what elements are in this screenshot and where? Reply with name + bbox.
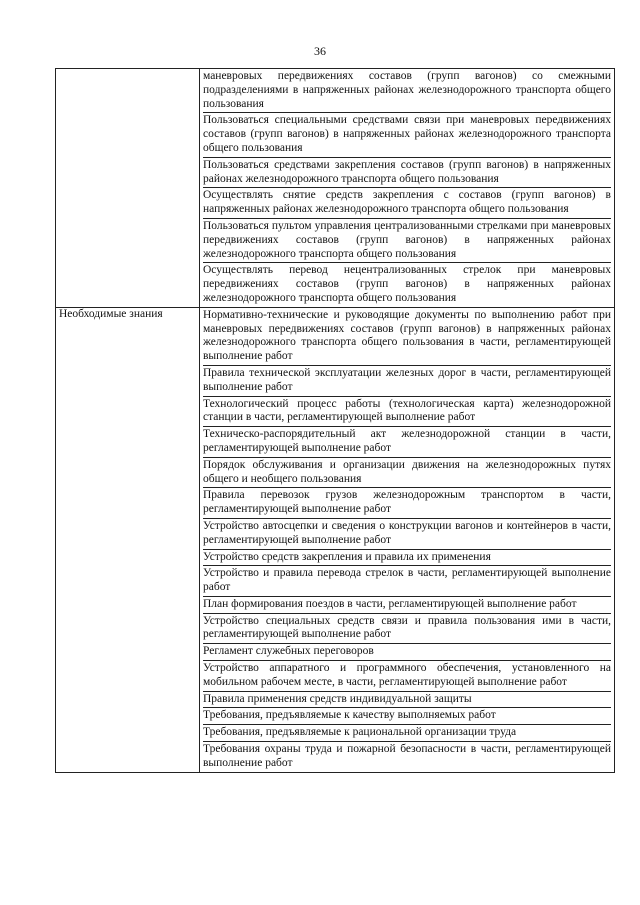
requirement-item: Требования, предъявляемые к качеству выполняемых работ bbox=[203, 708, 611, 725]
requirement-item: Устройство средств закрепления и правила их применения bbox=[203, 550, 611, 567]
row-content-cell bbox=[200, 69, 615, 308]
requirement-item: План формирования поездов в части, регламентирующей выполнение работ bbox=[203, 597, 611, 614]
requirement-item: Правила перевозок грузов железнодорожным транспортом в части, регламентирующей выполнение работ bbox=[203, 488, 611, 519]
requirement-item: Техническо-распорядительный акт железнодорожной станции в части, регламентирующей выполнение работ bbox=[203, 427, 611, 458]
requirement-item: маневровых передвижениях составов (групп вагонов) со смежными подразделениями в напряженных районах железнодорожного транспорта общего пользования bbox=[203, 69, 611, 113]
row-content-cell bbox=[200, 307, 615, 772]
requirement-item: Устройство аппаратного и программного обеспечения, установленного на мобильном рабочем месте, в части, регламентирующей выполнение работ bbox=[203, 661, 611, 692]
requirement-item: Пользоваться средствами закрепления составов (групп вагонов) в напряженных районах железнодорожного транспорта общего пользования bbox=[203, 158, 611, 189]
row-label-cell bbox=[56, 69, 200, 308]
row-label: Необходимые знания bbox=[59, 307, 163, 320]
table-row bbox=[56, 307, 615, 772]
requirement-item: Требования, предъявляемые к рациональной организации труда bbox=[203, 725, 611, 742]
requirement-item: Технологический процесс работы (технологическая карта) железнодорожной станции в части, регламентирующей выполнение работ bbox=[203, 397, 611, 428]
row-label-cell bbox=[56, 307, 200, 772]
requirement-item: Осуществлять снятие средств закрепления с составов (групп вагонов) в напряженных районах железнодорожного транспорта общего пользования bbox=[203, 188, 611, 219]
requirement-item: Правила применения средств индивидуальной защиты bbox=[203, 692, 611, 709]
requirement-item: Устройство автосцепки и сведения о конструкции вагонов и контейнеров в части, регламентирующей выполнение работ bbox=[203, 519, 611, 550]
table-body bbox=[56, 69, 615, 773]
requirement-item: Пользоваться специальными средствами связи при маневровых передвижениях составов (групп вагонов) в напряженных районах железнодорожного транспорта общего пользования bbox=[203, 113, 611, 157]
requirement-item: Устройство специальных средств связи и правила пользования ими в части, регламентирующей выполнение работ bbox=[203, 614, 611, 645]
requirement-item: Правила технической эксплуатации железных дорог в части, регламентирующей выполнение работ bbox=[203, 366, 611, 397]
requirement-item: Регламент служебных переговоров bbox=[203, 644, 611, 661]
competency-table bbox=[55, 68, 615, 773]
requirement-item: Требования охраны труда и пожарной безопасности в части, регламентирующей выполнение работ bbox=[203, 743, 611, 769]
requirement-item: Пользоваться пультом управления централизованными стрелками при маневровых передвижениях составов (групп вагонов) в напряженных районах железнодорожного транспорта общего пользования bbox=[203, 219, 611, 263]
table-row bbox=[56, 69, 615, 308]
requirement-item: Порядок обслуживания и организации движения на железнодорожных путях общего и необщего пользования bbox=[203, 458, 611, 489]
requirement-item: Устройство и правила перевода стрелок в части, регламентирующей выполнение работ bbox=[203, 566, 611, 597]
requirement-item: Нормативно-технические и руководящие документы по выполнению работ при маневровых передвижениях составов (групп вагонов) в напряженных районах железнодорожного транспорта общего пользования в части, регламентирующей выполнение работ bbox=[203, 308, 611, 366]
requirement-item: Осуществлять перевод нецентрализованных стрелок при маневровых передвижениях составов (групп вагонов) в напряженных районах железнодорожного транспорта общего пользования bbox=[203, 264, 611, 304]
page-number: 36 bbox=[314, 44, 326, 58]
